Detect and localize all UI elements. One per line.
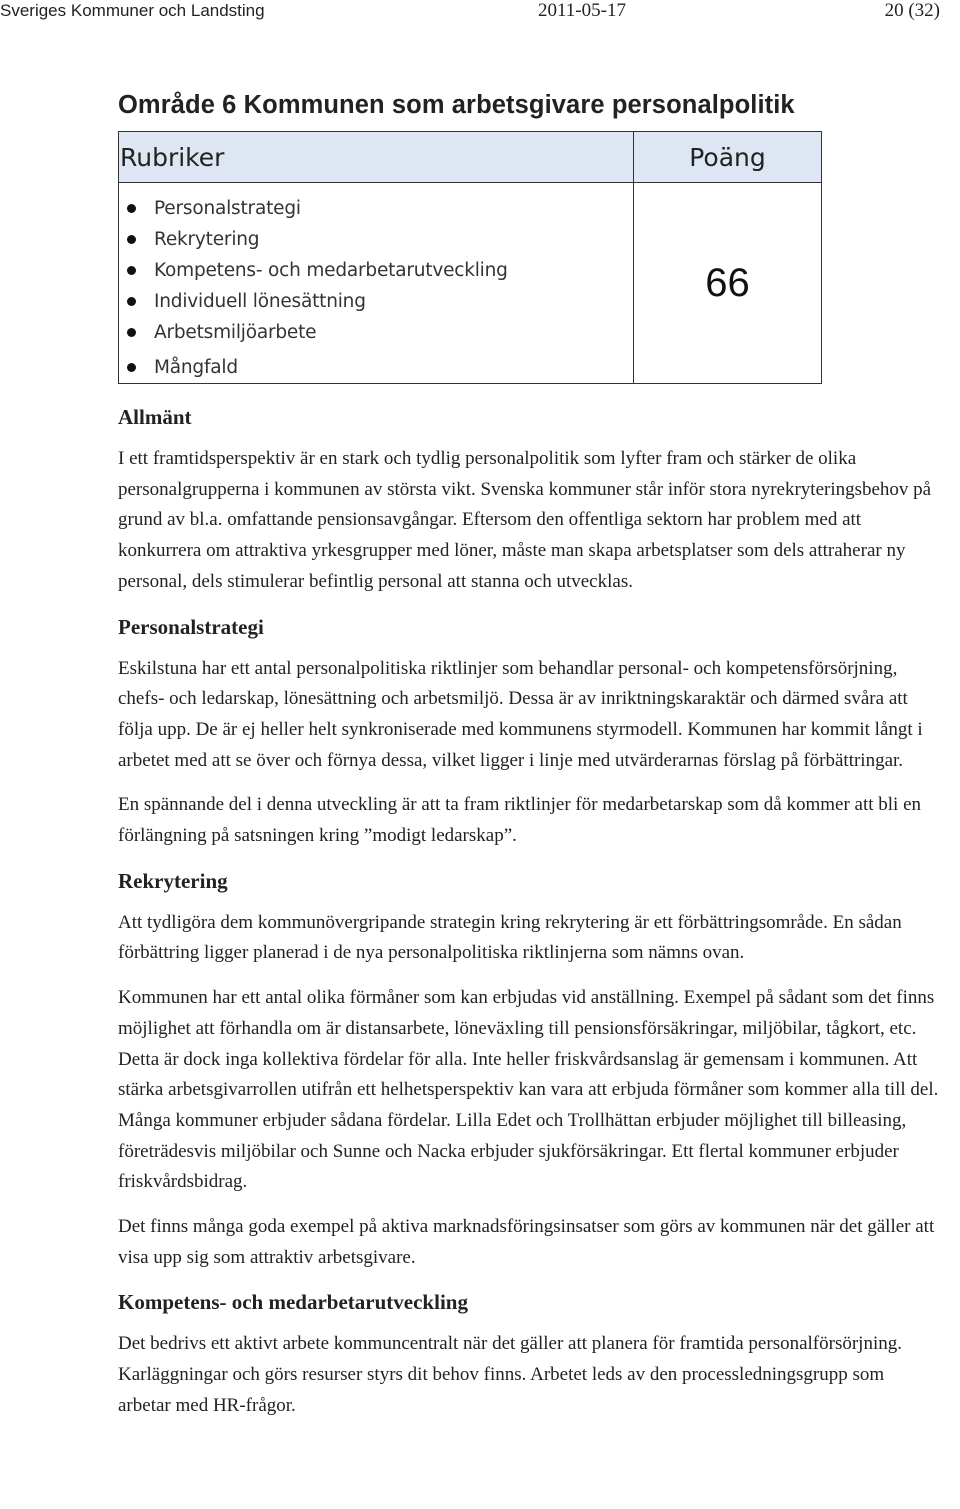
paragraph: En spännande del i denna utveckling är att ta fram riktlinjer för medarbetarskap som då kommer att bli en förlängning på satsningen kring ”modigt ledarskap”. — [118, 794, 922, 847]
paragraph: Kommunen har ett antal olika förmåner som kan erbjudas vid anställning. Exempel på sådant som det finns möjlighet att förhandla om är distansarbete, löneväxling till pensionsförsäkringar, miljöbilar, tågkort, etc. Detta är dock inga kollektiva fördelar för alla. Inte heller friskvårdsanslag är gemensam i kommunen. Att stärka arbetsgivarrollen utifrån ett helhetsperspektiv kan vara att erbjuda förmåner som kommer alla till del. Många kommuner erbjuder sådana fördelar. Lilla Edet och Trollhättan erbjuder möjlighet till billeasing, företrädesvis miljöbilar och Sunne och Nacka erbjuder sjukförsäkringar. Ett flertal kommuner erbjuder friskvårdsbidrag. — [118, 987, 939, 1193]
page-number: 20 (32) — [884, 0, 940, 21]
paragraph: Det finns många goda exempel på aktiva marknadsföringsinsatser som görs av kommunen när det gäller att visa upp sig som attraktiv arbetsgivare. — [118, 1216, 935, 1268]
topic-label: Rekrytering — [154, 229, 260, 250]
list-item — [119, 317, 633, 348]
document-date: 2011-05-17 — [538, 0, 626, 21]
section-heading-recruitment: Rekrytering — [118, 868, 228, 893]
paragraph: Det bedrivs ett aktivt arbete kommuncentralt när det gäller att planera för framtida personalförsörjning. Karläggningar och görs resurser styrs dit behov finns. Arbetet leds av den processledningsgrupp som arbetar med HR-frågor. — [118, 1333, 902, 1416]
organization-name: Sveriges Kommuner och Landsting — [0, 1, 265, 20]
bullet-icon — [127, 328, 136, 337]
bullet-icon — [127, 204, 136, 213]
topic-label: Mångfald — [154, 357, 238, 378]
document-body — [118, 88, 940, 1422]
topic-label: Individuell lönesättning — [154, 291, 366, 312]
topics-cell — [119, 183, 634, 384]
bullet-icon — [127, 266, 136, 275]
bullet-icon — [127, 297, 136, 306]
topic-label: Arbetsmiljöarbete — [154, 322, 317, 343]
paragraph: Eskilstuna har ett antal personalpolitiska riktlinjer som behandlar personal- och kompetensförsörjning, chefs- och ledarskap, lönesättning och arbetsmiljö. Dessa är av inriktningskaraktär och därmed svåra att följa upp. De är ej heller helt synkroniserade med kommunens styrmodell. Kommunen har kommit långt i arbetet med att se över och förnya dessa, vilket ligger i linje med utvärderarnas förslag på förbättringar. — [118, 657, 923, 771]
col-points-header: Poäng — [634, 132, 822, 183]
topic-label: Personalstrategi — [154, 198, 301, 219]
section-heading-strategy: Personalstrategi — [118, 614, 264, 639]
list-item — [119, 255, 633, 286]
list-item — [119, 352, 633, 383]
score-table-header — [119, 132, 822, 183]
list-item — [119, 193, 633, 224]
list-item — [119, 224, 633, 255]
paragraph: Att tydligöra dem kommunövergripande strategin kring rekrytering är ett förbättringsområde. En sådan förbättring ligger planerad i de nya personalpolitiska riktlinjerna som nämns ovan. — [118, 911, 902, 964]
section-heading-competence: Kompetens- och medarbetarutveckling — [118, 1290, 468, 1315]
bullet-icon — [127, 235, 136, 244]
body-text — [118, 402, 940, 1422]
topics-list — [119, 183, 633, 383]
topic-label: Kompetens- och medarbetarutveckling — [154, 260, 508, 281]
score-table-row — [119, 183, 822, 384]
col-topics-header: Rubriker — [119, 132, 634, 183]
page-header — [0, 0, 960, 26]
score-value: 66 — [634, 183, 822, 384]
area-title: Område 6 Kommunen som arbetsgivare personalpolitik — [118, 91, 795, 119]
score-table — [118, 131, 822, 384]
list-item — [119, 286, 633, 317]
bullet-icon — [127, 363, 136, 372]
paragraph: I ett framtidsperspektiv är en stark och tydlig personalpolitik som lyfter fram och stärker de olika personalgrupperna i kommunen av största vikt. Svenska kommuner står inför stora nyrekryteringsbehov på grund av bl.a. omfattande pensionsavgångar. Eftersom den offentliga sektorn har problem med att konkurrera om attraktiva yrkesgrupper med löner, måste man skapa arbetsplatser som dels attraherar ny personal, dels stimulerar befintlig personal att stanna och utvecklas. — [118, 448, 932, 592]
section-heading-general: Allmänt — [118, 405, 192, 429]
